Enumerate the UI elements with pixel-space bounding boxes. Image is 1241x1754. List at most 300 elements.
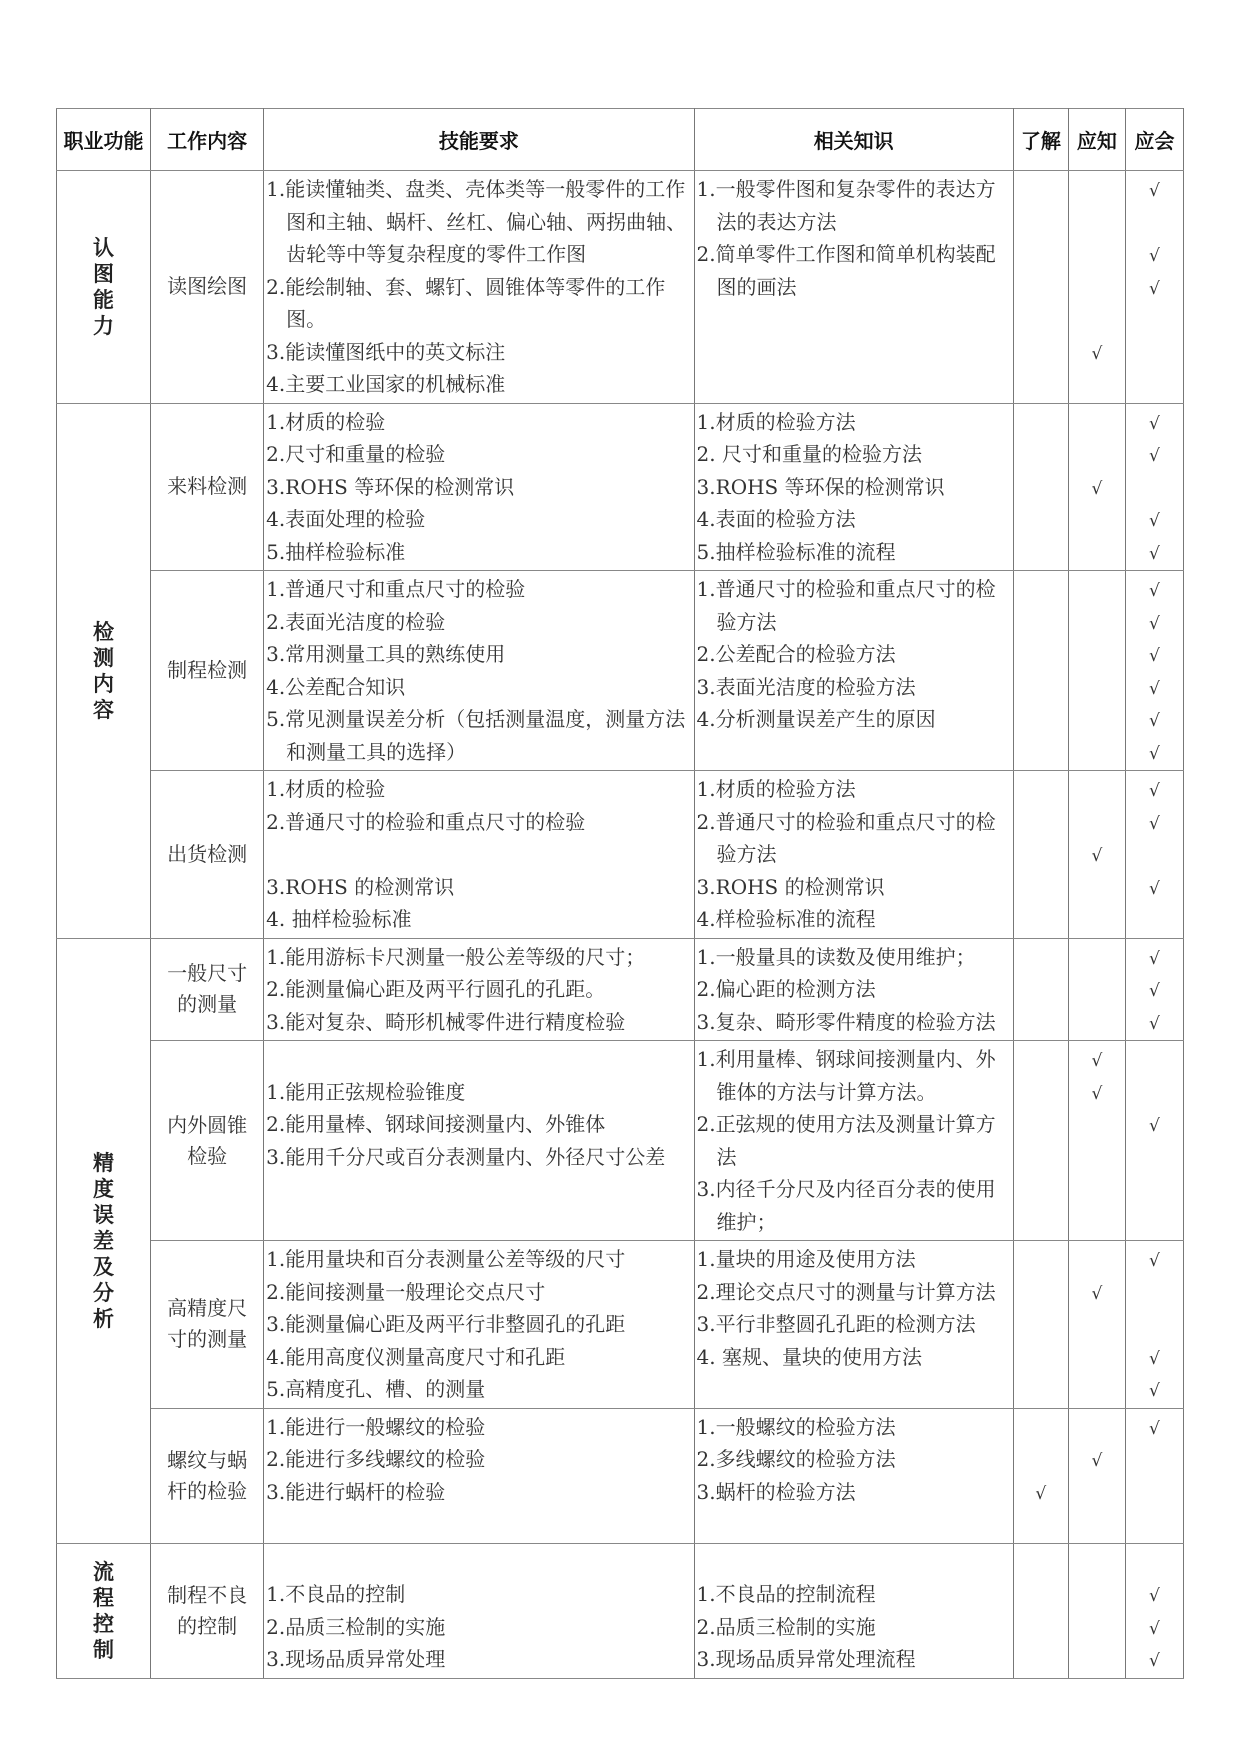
header-should-know: 应知	[1068, 109, 1125, 171]
marks-column	[1014, 404, 1068, 571]
function-label: 认图能力	[93, 235, 115, 338]
knowledge-item: 4.分析测量误差产生的原因	[696, 707, 936, 731]
marks-column	[1014, 1041, 1068, 1240]
skill-item: 4.表面处理的检验	[266, 507, 426, 531]
table-row	[57, 1543, 1184, 1678]
skills-list	[264, 939, 693, 1041]
check-mark	[1069, 538, 1125, 571]
check-mark	[1069, 673, 1125, 706]
skills-list	[264, 1409, 693, 1511]
skills-list	[264, 571, 693, 770]
check-mark	[1126, 1510, 1183, 1543]
skill-item: 2.品质三检制的实施	[266, 1614, 446, 1639]
knowledge-list	[695, 771, 1013, 938]
check-mark: √	[1149, 246, 1160, 266]
knowledge-list	[695, 1041, 1013, 1240]
should-know-mark-cell	[1068, 403, 1125, 571]
skills-list	[264, 1041, 693, 1175]
check-mark	[1014, 273, 1068, 306]
knowledge-item: 3.ROHS 的检测常识	[696, 874, 885, 899]
header-function: 职业功能	[57, 109, 151, 171]
check-mark	[1069, 575, 1125, 608]
should-know-mark-cell	[1068, 938, 1125, 1041]
knowledge-list	[695, 1409, 1013, 1511]
check-mark	[1069, 1375, 1125, 1408]
check-mark	[1069, 1310, 1125, 1343]
check-mark	[1126, 1310, 1183, 1343]
knowledge-item: 4.样检验标准的流程	[696, 907, 876, 931]
check-mark: √	[1149, 446, 1160, 466]
work-content-label: 螺纹与蜗杆的检验	[167, 1447, 248, 1503]
check-mark: √	[1149, 413, 1160, 434]
check-mark: √	[1149, 743, 1160, 764]
table-row	[57, 1041, 1184, 1241]
check-mark: √	[1149, 1251, 1160, 1271]
work-content-cell	[151, 938, 264, 1041]
knowledge-list	[695, 1544, 1013, 1678]
marks-column	[1126, 1409, 1183, 1543]
check-mark	[1069, 705, 1125, 738]
check-mark: √	[1149, 781, 1160, 801]
understand-mark-cell	[1013, 403, 1068, 571]
check-mark	[1069, 1548, 1125, 1581]
marks-column	[1126, 404, 1183, 571]
knowledge-list	[695, 571, 1013, 738]
understand-mark-cell	[1013, 1241, 1068, 1409]
work-content-cell	[151, 1408, 264, 1543]
understand-mark-cell	[1013, 938, 1068, 1041]
knowledge-cell	[694, 938, 1013, 1041]
function-cell	[57, 938, 151, 1543]
check-mark	[1126, 1208, 1183, 1241]
knowledge-cell	[694, 571, 1013, 771]
header-row	[57, 109, 1184, 171]
knowledge-item: 1.材质的检验方法	[696, 409, 856, 434]
function-cell	[57, 403, 151, 938]
work-content-cell	[151, 1041, 264, 1241]
check-mark	[1069, 1645, 1125, 1678]
skill-item: 1.材质的检验	[266, 777, 386, 801]
check-mark	[1014, 1143, 1068, 1176]
check-mark	[1126, 370, 1183, 403]
skill-item: 1.能用量块和百分表测量公差等级的尺寸	[266, 1247, 626, 1271]
check-mark	[1126, 305, 1183, 338]
check-mark	[1069, 640, 1125, 673]
skill-item: 3.能进行蜗杆的检验	[266, 1479, 446, 1504]
marks-column	[1069, 1041, 1125, 1240]
marks-column	[1126, 1241, 1183, 1408]
skill-item: 2.能用量棒、钢球间接测量内、外锥体	[266, 1112, 606, 1136]
check-mark	[1069, 1245, 1125, 1278]
header-skills: 技能要求	[264, 109, 694, 171]
knowledge-list	[695, 171, 1013, 305]
check-mark	[1014, 1613, 1068, 1646]
skill-item: 1.能用游标卡尺测量一般公差等级的尺寸；	[266, 944, 646, 969]
marks-column	[1014, 771, 1068, 938]
check-mark	[1069, 943, 1125, 976]
check-mark	[1014, 505, 1068, 538]
check-mark: √	[1091, 1083, 1103, 1104]
check-mark	[1014, 1548, 1068, 1581]
understand-mark-cell	[1013, 171, 1068, 404]
check-mark	[1126, 1143, 1183, 1176]
work-content-cell	[151, 771, 264, 939]
check-mark	[1014, 673, 1068, 706]
check-mark: √	[1149, 511, 1160, 531]
marks-column	[1069, 1409, 1125, 1543]
check-mark	[1014, 1008, 1068, 1041]
check-mark	[1069, 208, 1125, 241]
work-content-label: 来料检测	[167, 474, 248, 499]
work-content-label: 内外圆锥检验	[167, 1112, 248, 1168]
check-mark	[1069, 1613, 1125, 1646]
table-row	[57, 938, 1184, 1041]
skill-item: 5.抽样检验标准	[266, 539, 406, 564]
should-master-mark-cell	[1125, 1241, 1183, 1409]
header-understand: 了解	[1013, 109, 1068, 171]
check-mark	[1069, 273, 1125, 306]
check-mark	[1126, 338, 1183, 371]
check-mark	[1014, 538, 1068, 571]
check-mark: √	[1149, 1651, 1160, 1671]
marks-column	[1014, 571, 1068, 770]
check-mark	[1014, 1175, 1068, 1208]
knowledge-list	[695, 1241, 1013, 1375]
check-mark	[1069, 240, 1125, 273]
check-mark	[1069, 1413, 1125, 1446]
should-master-mark-cell	[1125, 171, 1183, 404]
check-mark: √	[1149, 1586, 1160, 1606]
check-mark: √	[1149, 646, 1160, 666]
check-mark: √	[1149, 981, 1160, 1001]
check-mark	[1014, 1413, 1068, 1446]
check-mark	[1069, 1110, 1125, 1143]
skill-item: 3.ROHS 的检测常识	[266, 874, 455, 899]
check-mark: √	[1149, 813, 1160, 834]
check-mark	[1126, 905, 1183, 938]
understand-mark-cell	[1013, 1041, 1068, 1241]
skills-cell	[264, 1241, 694, 1409]
check-mark: √	[1035, 1483, 1047, 1504]
knowledge-cell	[694, 771, 1013, 939]
check-mark	[1069, 873, 1125, 906]
table-row	[57, 1241, 1184, 1409]
should-master-mark-cell	[1125, 771, 1183, 939]
skill-item	[266, 1043, 691, 1076]
check-mark	[1014, 575, 1068, 608]
should-master-mark-cell	[1125, 1408, 1183, 1543]
knowledge-cell	[694, 1241, 1013, 1409]
check-mark	[1014, 440, 1068, 473]
knowledge-item: 1.不良品的控制流程	[696, 1582, 876, 1606]
table-row	[57, 403, 1184, 571]
function-label: 精度误差及分析	[93, 1150, 115, 1331]
check-mark	[1014, 738, 1068, 771]
skill-item: 1.能用正弦规检验锥度	[266, 1079, 466, 1104]
function-cell	[57, 171, 151, 404]
should-know-mark-cell	[1068, 1041, 1125, 1241]
knowledge-item	[697, 1546, 1011, 1579]
skill-item: 3.能对复杂、畸形机械零件进行精度检验	[266, 1009, 626, 1034]
marks-column	[1014, 1544, 1068, 1678]
knowledge-item: 2.理论交点尺寸的测量与计算方法	[696, 1279, 996, 1304]
check-mark	[1069, 1175, 1125, 1208]
check-mark: √	[1149, 711, 1160, 731]
skill-item: 5.常见测量误差分析（包括测量温度，测量方法和测量工具的选择）	[266, 707, 686, 764]
check-mark	[1014, 1310, 1068, 1343]
header-knowledge: 相关知识	[694, 109, 1013, 171]
work-content-cell	[151, 403, 264, 571]
marks-column	[1069, 1241, 1125, 1408]
check-mark: √	[1091, 343, 1103, 364]
marks-column	[1014, 939, 1068, 1041]
check-mark	[1069, 905, 1125, 938]
table-row	[57, 771, 1184, 939]
skills-cell	[264, 1041, 694, 1241]
skill-item: 2.能间接测量一般理论交点尺寸	[266, 1279, 546, 1304]
work-content-cell	[151, 1241, 264, 1409]
header-should-master: 应会	[1125, 109, 1183, 171]
skill-item: 1.能进行一般螺纹的检验	[266, 1414, 486, 1439]
understand-mark-cell	[1013, 771, 1068, 939]
skills-cell	[264, 171, 694, 404]
knowledge-list	[695, 939, 1013, 1041]
check-mark	[1069, 1343, 1125, 1376]
check-mark	[1069, 175, 1125, 208]
should-know-mark-cell	[1068, 571, 1125, 771]
check-mark: √	[1149, 1348, 1160, 1369]
check-mark: √	[1149, 1381, 1160, 1401]
check-mark: √	[1149, 1013, 1160, 1034]
skills-list	[264, 404, 693, 571]
skills-table	[56, 108, 1184, 1679]
check-mark	[1069, 1208, 1125, 1241]
check-mark: √	[1091, 1283, 1103, 1304]
knowledge-item: 3.平行非整圆孔孔距的检测方法	[696, 1312, 976, 1336]
check-mark: √	[1149, 181, 1160, 201]
skills-list	[264, 1241, 693, 1408]
should-master-mark-cell	[1125, 938, 1183, 1041]
table-row	[57, 171, 1184, 404]
knowledge-item: 2. 尺寸和重量的检验方法	[696, 442, 922, 466]
work-content-label: 高精度尺寸的测量	[167, 1296, 248, 1352]
understand-mark-cell	[1013, 1543, 1068, 1678]
knowledge-cell	[694, 171, 1013, 404]
check-mark	[1126, 840, 1183, 873]
check-mark	[1069, 440, 1125, 473]
work-content-label: 制程检测	[167, 658, 248, 682]
should-know-mark-cell	[1068, 1408, 1125, 1543]
check-mark	[1014, 1110, 1068, 1143]
knowledge-item: 3.现场品质异常处理流程	[696, 1647, 916, 1671]
check-mark	[1014, 943, 1068, 976]
function-label: 检测内容	[93, 619, 115, 722]
function-cell	[57, 1543, 151, 1678]
check-mark	[1014, 873, 1068, 906]
check-mark	[1014, 640, 1068, 673]
check-mark	[1014, 1078, 1068, 1111]
should-know-mark-cell	[1068, 1241, 1125, 1409]
function-label: 流程控制	[93, 1559, 115, 1662]
check-mark	[1069, 1008, 1125, 1041]
check-mark	[1069, 808, 1125, 841]
knowledge-item: 2.品质三检制的实施	[696, 1614, 876, 1639]
check-mark: √	[1091, 1451, 1103, 1471]
skills-cell	[264, 403, 694, 571]
header-content: 工作内容	[151, 109, 264, 171]
knowledge-item: 1.一般量具的读数及使用维护；	[696, 944, 976, 969]
skill-item: 1.普通尺寸和重点尺寸的检验	[266, 577, 526, 601]
check-mark	[1014, 1375, 1068, 1408]
skill-item: 4.主要工业国家的机械标准	[266, 372, 506, 396]
skill-item: 3.现场品质异常处理	[266, 1647, 446, 1671]
marks-column	[1014, 1409, 1068, 1543]
check-mark	[1069, 1143, 1125, 1176]
check-mark	[1014, 905, 1068, 938]
skills-cell	[264, 938, 694, 1041]
work-content-cell	[151, 1543, 264, 1678]
check-mark	[1069, 1510, 1125, 1543]
skill-item	[266, 838, 691, 871]
check-mark: √	[1149, 1418, 1160, 1439]
marks-column	[1126, 171, 1183, 403]
skill-item: 3.能读懂图纸中的英文标注	[266, 339, 506, 364]
skill-item: 1.不良品的控制	[266, 1582, 406, 1606]
check-mark	[1014, 975, 1068, 1008]
skills-cell	[264, 1543, 694, 1678]
skills-cell	[264, 571, 694, 771]
check-mark	[1069, 370, 1125, 403]
marks-column	[1126, 939, 1183, 1041]
understand-mark-cell	[1013, 571, 1068, 771]
knowledge-item: 3.复杂、畸形零件精度的检验方法	[696, 1009, 996, 1034]
check-mark	[1014, 1343, 1068, 1376]
check-mark: √	[1149, 948, 1160, 969]
check-mark	[1014, 840, 1068, 873]
knowledge-item: 4. 塞规、量块的使用方法	[696, 1344, 922, 1369]
work-content-label: 读图绘图	[167, 274, 248, 299]
skill-item: 2.能进行多线螺纹的检验	[266, 1447, 486, 1471]
skills-cell	[264, 1408, 694, 1543]
check-mark	[1014, 1045, 1068, 1078]
knowledge-item: 1.利用量棒、钢球间接测量内、外锥体的方法与计算方法。	[696, 1047, 996, 1104]
knowledge-item: 5.抽样检验标准的流程	[696, 539, 896, 564]
skill-item: 3.常用测量工具的熟练使用	[266, 642, 506, 666]
marks-column	[1126, 1544, 1183, 1678]
knowledge-cell	[694, 1408, 1013, 1543]
check-mark	[1069, 608, 1125, 641]
skill-item: 2.表面光洁度的检验	[266, 609, 446, 634]
check-mark: √	[1149, 1116, 1160, 1136]
check-mark: √	[1149, 613, 1160, 634]
understand-mark-cell	[1013, 1408, 1068, 1543]
knowledge-item: 2.公差配合的检验方法	[696, 642, 896, 666]
skill-item: 5.高精度孔、槽、的测量	[266, 1377, 486, 1401]
skill-item: 2.能绘制轴、套、螺钉、圆锥体等零件的工作图。	[266, 274, 666, 331]
knowledge-item: 1.普通尺寸的检验和重点尺寸的检验方法	[696, 577, 996, 634]
marks-column	[1069, 571, 1125, 770]
check-mark	[1069, 975, 1125, 1008]
check-mark	[1014, 208, 1068, 241]
marks-column	[1069, 404, 1125, 571]
work-content-label: 一般尺寸的测量	[167, 961, 248, 1017]
should-master-mark-cell	[1125, 1543, 1183, 1678]
check-mark	[1014, 408, 1068, 441]
knowledge-item: 3.内径千分尺及内径百分表的使用维护；	[696, 1177, 996, 1234]
check-mark: √	[1091, 478, 1103, 499]
check-mark	[1014, 305, 1068, 338]
skill-item: 1.材质的检验	[266, 409, 386, 434]
check-mark	[1126, 473, 1183, 506]
skill-item: 4.能用高度仪测量高度尺寸和孔距	[266, 1344, 566, 1369]
knowledge-item: 1.量块的用途及使用方法	[696, 1247, 916, 1271]
marks-column	[1014, 1241, 1068, 1408]
skill-item: 3.ROHS 等环保的检测常识	[266, 474, 515, 499]
skill-item: 1.能读懂轴类、盘类、壳体类等一般零件的工作图和主轴、蜗杆、丝杠、偏心轴、两拐曲轴、齿轮等中等复杂程度的零件工作图	[266, 177, 687, 266]
knowledge-item: 2.正弦规的使用方法及测量计算方法	[696, 1112, 996, 1169]
work-content-label: 出货检测	[167, 841, 248, 866]
skill-item: 3.能用千分尺或百分表测量内、外径尺寸公差	[266, 1144, 666, 1169]
check-mark	[1014, 1580, 1068, 1613]
marks-column	[1126, 1041, 1183, 1240]
should-know-mark-cell	[1068, 771, 1125, 939]
skill-item: 4.公差配合知识	[266, 674, 406, 699]
should-know-mark-cell	[1068, 171, 1125, 404]
check-mark: √	[1149, 878, 1160, 899]
check-mark	[1014, 1208, 1068, 1241]
check-mark	[1069, 775, 1125, 808]
check-mark	[1126, 1175, 1183, 1208]
check-mark	[1014, 473, 1068, 506]
knowledge-item: 2.简单零件工作图和简单机构装配图的画法	[696, 242, 996, 299]
should-master-mark-cell	[1125, 403, 1183, 571]
check-mark	[1014, 1278, 1068, 1311]
check-mark: √	[1091, 1051, 1103, 1071]
check-mark: √	[1091, 846, 1103, 866]
knowledge-item: 1.材质的检验方法	[696, 777, 856, 801]
knowledge-item: 1.一般零件图和复杂零件的表达方法的表达方法	[696, 177, 996, 234]
skill-item: 2.尺寸和重量的检验	[266, 442, 446, 466]
check-mark	[1014, 1445, 1068, 1478]
check-mark	[1126, 1445, 1183, 1478]
knowledge-cell	[694, 1543, 1013, 1678]
check-mark	[1126, 208, 1183, 241]
skills-list	[264, 771, 693, 938]
check-mark	[1014, 775, 1068, 808]
check-mark	[1126, 1078, 1183, 1111]
work-content-label: 制程不良的控制	[167, 1582, 248, 1638]
marks-column	[1126, 771, 1183, 938]
work-content-cell	[151, 171, 264, 404]
marks-column	[1014, 171, 1068, 403]
check-mark	[1014, 1245, 1068, 1278]
marks-column	[1069, 1544, 1125, 1678]
check-mark	[1014, 175, 1068, 208]
should-know-mark-cell	[1068, 1543, 1125, 1678]
check-mark	[1069, 738, 1125, 771]
knowledge-item: 4.表面的检验方法	[696, 507, 856, 531]
check-mark: √	[1149, 543, 1160, 564]
knowledge-item: 3.ROHS 等环保的检测常识	[696, 474, 945, 499]
check-mark	[1014, 608, 1068, 641]
should-master-mark-cell	[1125, 571, 1183, 771]
skills-list	[264, 1544, 693, 1678]
check-mark	[1014, 1645, 1068, 1678]
knowledge-cell	[694, 1041, 1013, 1241]
check-mark	[1126, 1548, 1183, 1581]
table-body	[57, 171, 1184, 1679]
knowledge-item: 2.偏心距的检测方法	[696, 977, 876, 1001]
